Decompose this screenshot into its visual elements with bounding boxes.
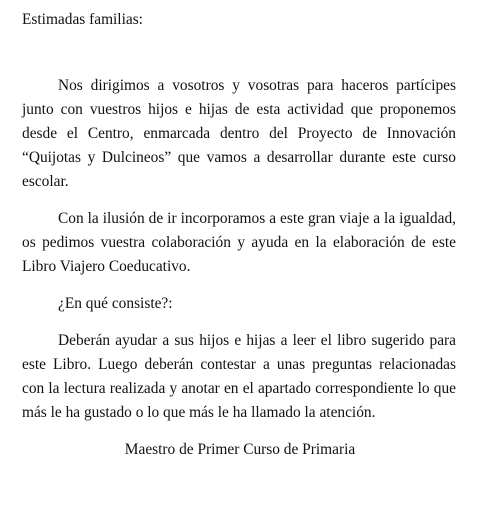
instructions-paragraph: Deberán ayudar a sus hijos e hijas a leer el libro sugerido para este Libro. Luego deberán contestar a unas preguntas relacionadas con la lectura realizada y anotar en el apartado correspondiente lo que más le ha gustado o lo que más le ha llamado la atención. [22,332,456,421]
letter-document [22,8,456,462]
collaboration-paragraph: Con la ilusión de ir incorporamos a este gran viaje a la igualdad, os pedimos vuestra colaboración y ayuda en la elaboración de este Libro Viajero Coeducativo. [22,210,456,275]
intro-paragraph: Nos dirigimos a vosotros y vosotras para haceros partícipes junto con vuestros hijos e hijas de esta actividad que proponemos desde el Centro, enmarcada dentro del Proyecto de Innovación “Quijotas y Dulcineos” que vamos a desarrollar durante este curso escolar. [22,77,456,190]
letter-signature: Maestro de Primer Curso de Primaria [124,441,356,458]
section-question: ¿En qué consiste?: [58,295,173,312]
letter-greeting: Estimadas familias: [22,11,143,28]
